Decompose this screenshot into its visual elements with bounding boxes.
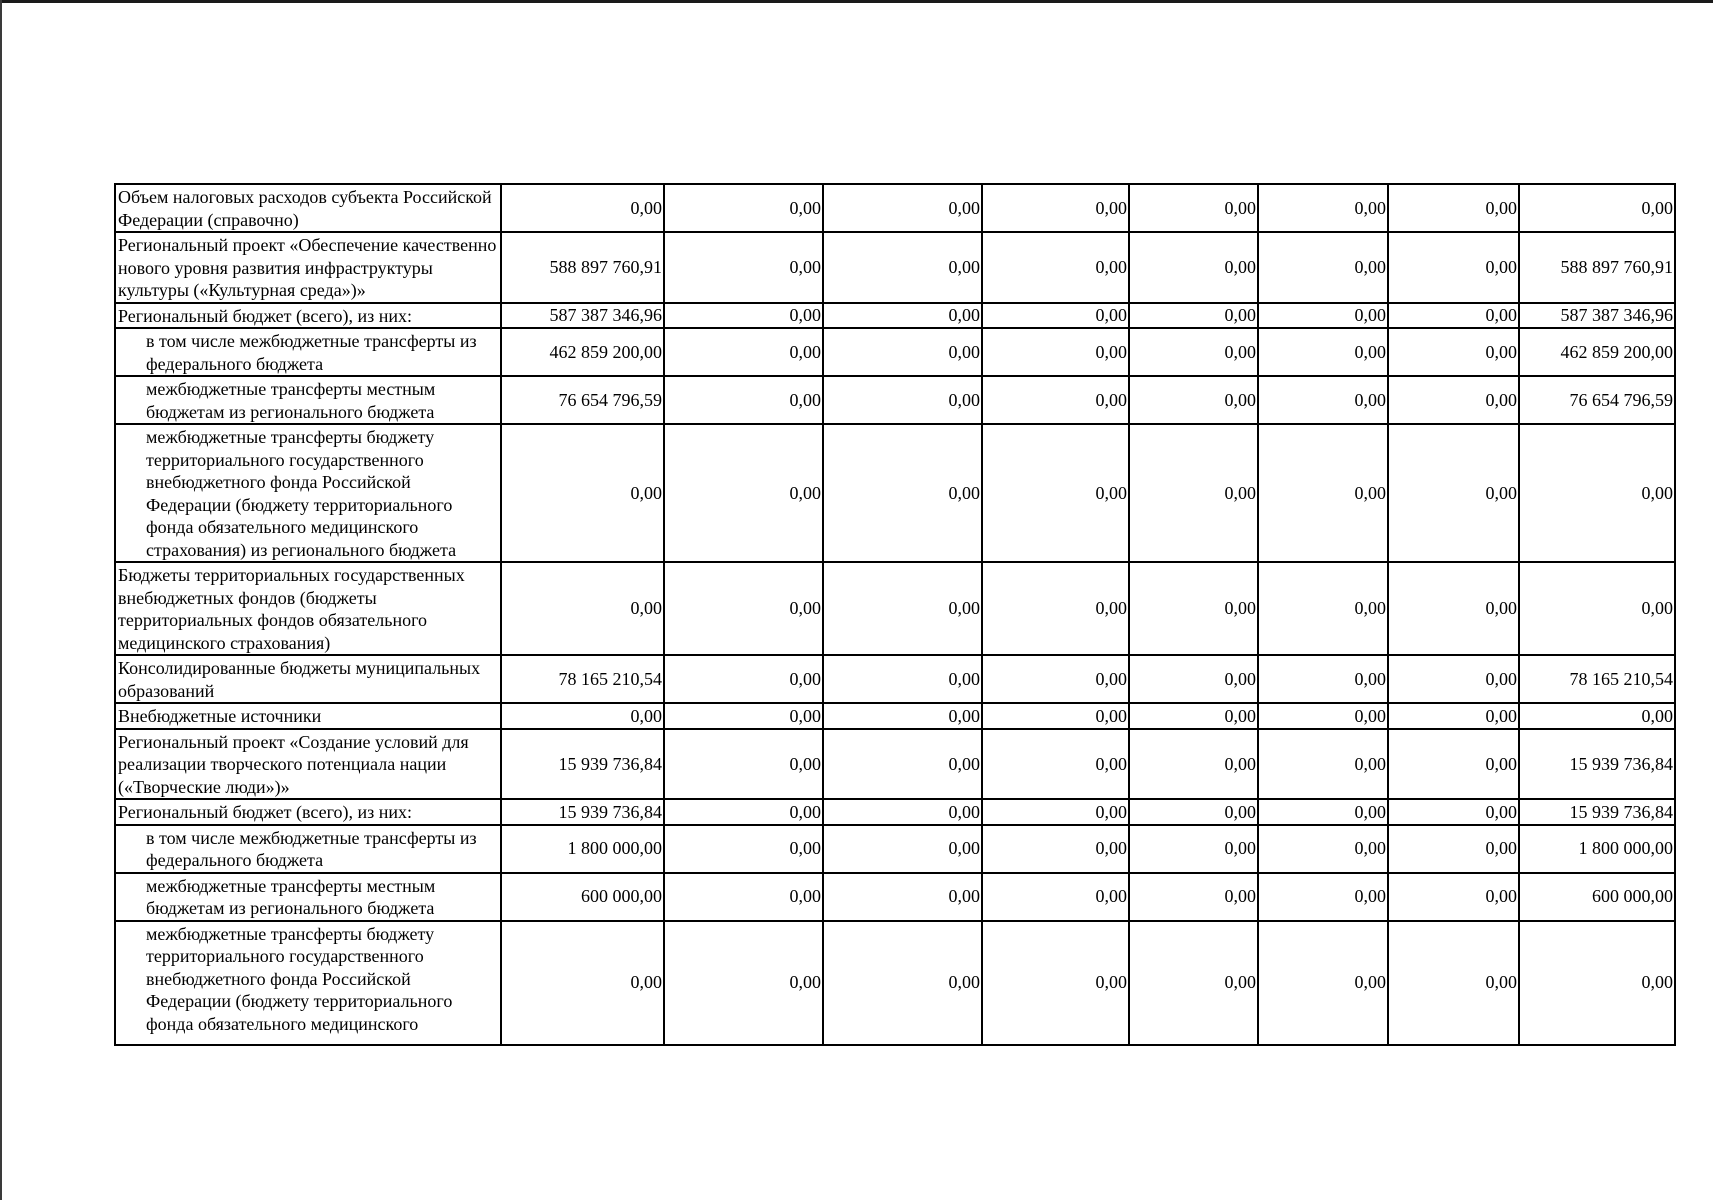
amount-cell: 0,00 [1258, 799, 1388, 825]
amount-cell: 0,00 [1388, 562, 1519, 655]
amount-cell: 0,00 [1129, 655, 1258, 703]
amount-cell: 0,00 [664, 328, 823, 376]
row-label: межбюджетные трансферты бюджету территориального государственного внебюджетного фонда Российской Федерации (бюджету территориального фонда обязательного медицинского [115, 921, 501, 1045]
amount-cell: 0,00 [664, 825, 823, 873]
amount-cell: 0,00 [823, 799, 982, 825]
amount-cell: 0,00 [1258, 424, 1388, 562]
amount-cell: 0,00 [982, 799, 1129, 825]
amount-cell: 462 859 200,00 [501, 328, 664, 376]
amount-cell: 0,00 [1129, 303, 1258, 329]
amount-cell: 0,00 [1258, 655, 1388, 703]
table-row [115, 232, 1675, 303]
amount-cell: 0,00 [1129, 825, 1258, 873]
amount-cell: 0,00 [823, 376, 982, 424]
amount-cell: 0,00 [1388, 825, 1519, 873]
amount-cell: 0,00 [982, 729, 1129, 800]
amount-cell: 0,00 [982, 873, 1129, 921]
amount-cell: 0,00 [1129, 184, 1258, 232]
amount-cell: 0,00 [823, 825, 982, 873]
amount-cell: 0,00 [1129, 729, 1258, 800]
amount-cell: 0,00 [823, 184, 982, 232]
amount-cell: 0,00 [501, 703, 664, 729]
row-label: Бюджеты территориальных государственных внебюджетных фондов (бюджеты территориальных фондов обязательного медицинского страхования) [115, 562, 501, 655]
amount-cell: 462 859 200,00 [1519, 328, 1675, 376]
amount-cell: 15 939 736,84 [501, 799, 664, 825]
amount-cell: 0,00 [1258, 921, 1388, 1045]
amount-cell: 0,00 [664, 303, 823, 329]
amount-cell: 0,00 [823, 729, 982, 800]
table-row [115, 562, 1675, 655]
amount-cell: 76 654 796,59 [1519, 376, 1675, 424]
amount-cell: 0,00 [1258, 703, 1388, 729]
row-label: Региональный проект «Обеспечение качественно нового уровня развития инфраструктуры культуры («Культурная среда»)» [115, 232, 501, 303]
amount-cell: 0,00 [982, 655, 1129, 703]
amount-cell: 0,00 [1129, 232, 1258, 303]
amount-cell: 78 165 210,54 [1519, 655, 1675, 703]
amount-cell: 0,00 [664, 424, 823, 562]
amount-cell: 15 939 736,84 [1519, 729, 1675, 800]
table-row [115, 424, 1675, 562]
amount-cell: 0,00 [823, 873, 982, 921]
row-label: Региональный бюджет (всего), из них: [115, 799, 501, 825]
amount-cell: 0,00 [501, 562, 664, 655]
amount-cell: 0,00 [501, 424, 664, 562]
amount-cell: 0,00 [1258, 729, 1388, 800]
amount-cell: 0,00 [1388, 799, 1519, 825]
amount-cell: 0,00 [823, 655, 982, 703]
amount-cell: 0,00 [1129, 328, 1258, 376]
amount-cell: 0,00 [982, 562, 1129, 655]
amount-cell: 0,00 [1388, 729, 1519, 800]
amount-cell: 0,00 [823, 703, 982, 729]
amount-cell: 0,00 [1258, 825, 1388, 873]
row-label: Внебюджетные источники [115, 703, 501, 729]
amount-cell: 0,00 [664, 921, 823, 1045]
row-label: межбюджетные трансферты местным бюджетам из регионального бюджета [115, 873, 501, 921]
amount-cell: 0,00 [501, 184, 664, 232]
amount-cell: 0,00 [1388, 703, 1519, 729]
amount-cell: 76 654 796,59 [501, 376, 664, 424]
amount-cell: 0,00 [982, 303, 1129, 329]
budget-sheet [114, 183, 1674, 1046]
amount-cell: 0,00 [1129, 562, 1258, 655]
amount-cell: 0,00 [664, 729, 823, 800]
amount-cell: 0,00 [1519, 562, 1675, 655]
scan-edge-top [0, 0, 1713, 3]
table-row [115, 655, 1675, 703]
amount-cell: 0,00 [1129, 376, 1258, 424]
amount-cell: 0,00 [823, 232, 982, 303]
amount-cell: 0,00 [1519, 921, 1675, 1045]
amount-cell: 0,00 [823, 562, 982, 655]
row-label: в том числе межбюджетные трансферты из федерального бюджета [115, 328, 501, 376]
amount-cell: 0,00 [1388, 376, 1519, 424]
amount-cell: 0,00 [1388, 921, 1519, 1045]
table-row [115, 873, 1675, 921]
amount-cell: 0,00 [1129, 799, 1258, 825]
amount-cell: 0,00 [982, 825, 1129, 873]
amount-cell: 0,00 [982, 376, 1129, 424]
amount-cell: 0,00 [664, 562, 823, 655]
amount-cell: 0,00 [1388, 232, 1519, 303]
amount-cell: 0,00 [1129, 703, 1258, 729]
amount-cell: 15 939 736,84 [1519, 799, 1675, 825]
row-label: межбюджетные трансферты бюджету территориального государственного внебюджетного фонда Российской Федерации (бюджету территориального фонда обязательного медицинского страхования) из регионального бюджета [115, 424, 501, 562]
amount-cell: 600 000,00 [1519, 873, 1675, 921]
amount-cell: 0,00 [1258, 873, 1388, 921]
amount-cell: 0,00 [823, 424, 982, 562]
amount-cell: 0,00 [982, 703, 1129, 729]
amount-cell: 0,00 [1258, 232, 1388, 303]
amount-cell: 0,00 [982, 328, 1129, 376]
amount-cell: 0,00 [664, 232, 823, 303]
budget-table-body [115, 184, 1675, 1045]
amount-cell: 0,00 [501, 921, 664, 1045]
table-row [115, 799, 1675, 825]
amount-cell: 0,00 [1129, 921, 1258, 1045]
table-row [115, 184, 1675, 232]
row-label: Объем налоговых расходов субъекта Российской Федерации (справочно) [115, 184, 501, 232]
row-label: Региональный проект «Создание условий для реализации творческого потенциала нации («Творческие люди»)» [115, 729, 501, 800]
amount-cell: 0,00 [664, 376, 823, 424]
amount-cell: 588 897 760,91 [1519, 232, 1675, 303]
row-label: в том числе межбюджетные трансферты из федерального бюджета [115, 825, 501, 873]
amount-cell: 0,00 [664, 873, 823, 921]
amount-cell: 587 387 346,96 [501, 303, 664, 329]
amount-cell: 0,00 [1388, 303, 1519, 329]
amount-cell: 0,00 [982, 184, 1129, 232]
amount-cell: 1 800 000,00 [501, 825, 664, 873]
amount-cell: 0,00 [1388, 424, 1519, 562]
amount-cell: 0,00 [1258, 303, 1388, 329]
budget-table [114, 183, 1676, 1046]
amount-cell: 0,00 [1388, 328, 1519, 376]
amount-cell: 1 800 000,00 [1519, 825, 1675, 873]
amount-cell: 0,00 [1519, 703, 1675, 729]
amount-cell: 0,00 [823, 921, 982, 1045]
amount-cell: 587 387 346,96 [1519, 303, 1675, 329]
amount-cell: 0,00 [1129, 873, 1258, 921]
amount-cell: 0,00 [1129, 424, 1258, 562]
amount-cell: 600 000,00 [501, 873, 664, 921]
table-row [115, 303, 1675, 329]
table-row [115, 921, 1675, 1045]
amount-cell: 15 939 736,84 [501, 729, 664, 800]
amount-cell: 0,00 [1388, 873, 1519, 921]
amount-cell: 0,00 [982, 921, 1129, 1045]
amount-cell: 0,00 [982, 424, 1129, 562]
amount-cell: 588 897 760,91 [501, 232, 664, 303]
table-row [115, 328, 1675, 376]
amount-cell: 0,00 [1258, 376, 1388, 424]
amount-cell: 0,00 [982, 232, 1129, 303]
amount-cell: 78 165 210,54 [501, 655, 664, 703]
table-row [115, 703, 1675, 729]
amount-cell: 0,00 [664, 655, 823, 703]
table-row [115, 376, 1675, 424]
amount-cell: 0,00 [664, 703, 823, 729]
amount-cell: 0,00 [664, 799, 823, 825]
amount-cell: 0,00 [1519, 184, 1675, 232]
amount-cell: 0,00 [823, 303, 982, 329]
row-label: Региональный бюджет (всего), из них: [115, 303, 501, 329]
amount-cell: 0,00 [664, 184, 823, 232]
amount-cell: 0,00 [1258, 562, 1388, 655]
amount-cell: 0,00 [1519, 424, 1675, 562]
row-label: межбюджетные трансферты местным бюджетам из регионального бюджета [115, 376, 501, 424]
row-label: Консолидированные бюджеты муниципальных образований [115, 655, 501, 703]
amount-cell: 0,00 [1258, 184, 1388, 232]
amount-cell: 0,00 [1258, 328, 1388, 376]
amount-cell: 0,00 [1388, 184, 1519, 232]
amount-cell: 0,00 [1388, 655, 1519, 703]
table-row [115, 825, 1675, 873]
scan-edge-left [0, 0, 2, 1200]
table-row [115, 729, 1675, 800]
amount-cell: 0,00 [823, 328, 982, 376]
